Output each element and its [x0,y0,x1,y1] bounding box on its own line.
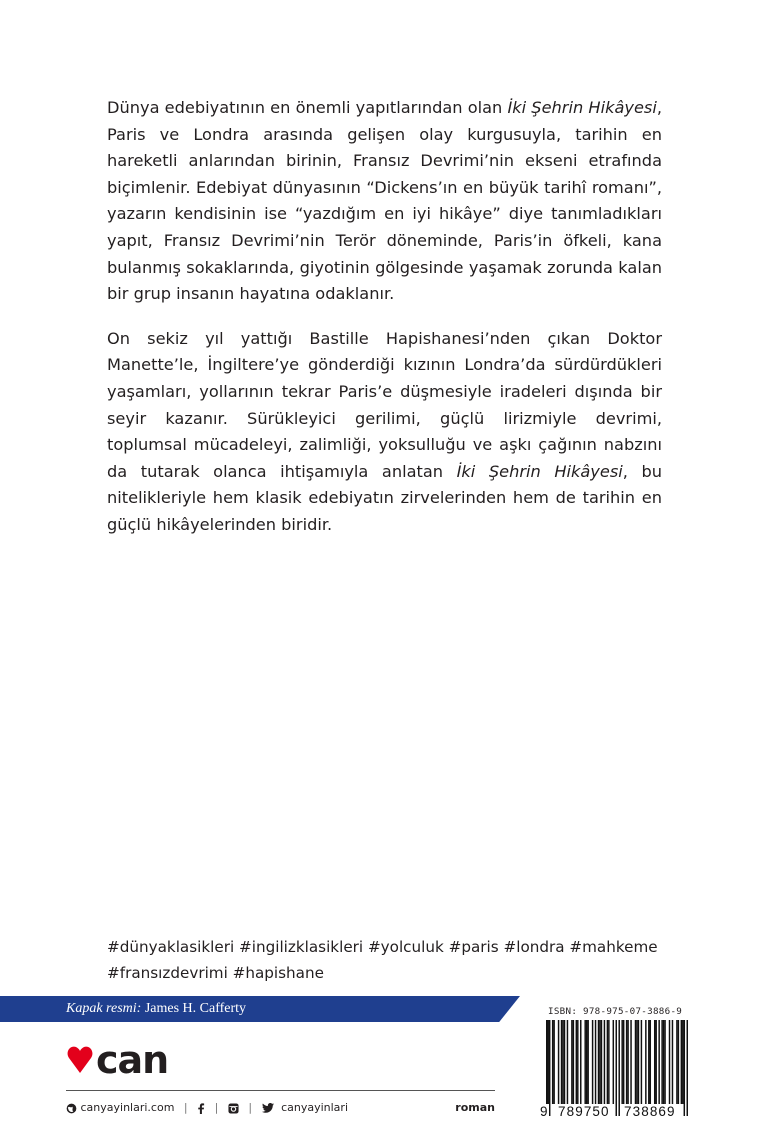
barcode-bar [645,1020,646,1104]
barcode-bar [595,1020,596,1104]
barcode-bar [599,1020,600,1104]
barcode-bar [607,1020,608,1104]
barcode-bar [669,1020,670,1104]
barcode-bar [547,1020,548,1116]
barcode-bar [636,1020,637,1104]
genre-label: roman [455,1101,495,1114]
isbn-barcode [546,1020,688,1116]
barcode-bar [621,1020,622,1104]
barcode-bar [687,1020,688,1116]
blurb-text: Dünya edebiyatının en önemli yapıtlarından olan [107,98,508,117]
barcode-bar [623,1020,624,1104]
barcode-digits-right: 738869 [624,1104,676,1119]
barcode-bar [580,1020,581,1104]
barcode-bar [577,1020,578,1104]
social-handle[interactable]: canyayinlari [281,1101,349,1114]
barcode-bar [576,1020,577,1104]
barcode-bar [684,1020,685,1116]
barcode-bar [648,1020,649,1104]
hashtags [107,934,662,986]
website-link[interactable]: canyayinlari.com [80,1101,175,1114]
can-logo [66,1040,191,1080]
isbn-label: ISBN: 978-975-07-3886-9 [548,1006,683,1017]
blurb-text: , bu nitelikleriyle hem klasik edebiyatın zirvelerinden hem de tarihin en güçlü hikâyelerinden biridir. [107,461,663,534]
credit-label: Kapak resmi: [66,1001,142,1016]
barcode-bar [564,1020,565,1104]
footer-divider [66,1090,495,1091]
blurb-paragraph-2 [107,326,662,539]
barcode-bar [598,1020,599,1104]
barcode-bar [561,1020,562,1104]
barcode-bar [626,1020,627,1104]
barcode-bar [654,1020,655,1104]
footer-links [66,1100,348,1116]
barcode-digits-left: 789750 [558,1104,610,1119]
hashtag-line: #dünyaklasikleri #ingilizklasikleri #yolculuk #paris #londra #mahkeme [107,938,658,956]
barcode-bar [592,1020,593,1104]
book-title: İki Şehrin Hikâyesi [456,461,623,481]
barcode-bar [638,1020,639,1104]
barcode-bar [661,1020,662,1104]
separator: | [214,1101,219,1114]
globe-icon [66,1103,77,1114]
publisher-footer [66,1100,495,1116]
book-title: İki Şehrin Hikâyesi [507,98,657,117]
barcode-bar [567,1020,568,1104]
heart-icon [68,1047,93,1073]
barcode-bar [613,1020,614,1104]
barcode-bar [546,1020,547,1116]
barcode-bar [586,1020,587,1104]
separator: | [183,1101,188,1114]
blurb-text: On sekiz yıl yattığı Bastille Hapishanesi’nden çıkan Doktor Manette’le, İngiltere’ye gönderdiği kızının Londra’da sürdürdükleri yaşamları, yollarının tekrar Paris’e düşmesiyle iradeleri dışında bir seyir kazanır. Sürükleyici gerilimi, güçlü lirizmiyle devrimi, toplumsal mücadeleyi, zalimliği, yoksulluğu ve aşkı çağının nabzını da tutarak olanca ihtişamıyla anlatan [107,328,662,481]
twitter-icon[interactable] [262,1103,274,1113]
barcode-bar [664,1020,665,1104]
logo-wordmark: can [96,1040,169,1080]
barcode-bar [663,1020,664,1104]
barcode-bar [618,1020,619,1116]
barcode-bar [573,1020,574,1104]
barcode-bar [650,1020,651,1104]
barcode-bar [681,1020,682,1104]
barcode-bar [584,1020,585,1104]
barcode-digit-first: 9 [540,1104,549,1119]
facebook-icon[interactable] [197,1103,205,1114]
barcode-bar [641,1020,642,1104]
barcode-bar [658,1020,659,1104]
separator: | [248,1101,253,1114]
instagram-icon[interactable] [228,1103,239,1114]
barcode-bar [549,1020,550,1116]
back-cover-blurb [107,95,662,539]
barcode-bar [553,1020,554,1104]
barcode-bar [655,1020,656,1104]
barcode-bar [558,1020,559,1104]
barcode-bar [616,1020,617,1116]
blurb-text: , Paris ve Londra arasında gelişen olay kurgusuyla, tarihin en hareketli anlarından birinin, Fransız Devrimi’nin ekseni etrafında biçimlenir. Edebiyat dünyasının “Dickens’ın en büyük tarihî romanı”, yazarın kendisinin ise “yazdığım en iyi hikâye” diye tanımladıkları yapıt, Fransız Devrimi’nin Terör döneminde, Paris’in öfkeli, kana bulanmış sokaklarında, giyotinin gölgesinde yaşamak zorunda kalan bir grup insanın hayatına odaklanır. [107,98,662,304]
blurb-paragraph-1 [107,95,662,308]
barcode-bar [672,1020,673,1104]
credit-name: James H. Cafferty [144,1001,247,1016]
barcode-bar [601,1020,602,1104]
cover-credit [66,999,246,1019]
hashtag-line: #fransızdevrimi #hapishane [107,964,324,982]
barcode-bar [562,1020,563,1104]
barcode-bar [682,1020,683,1104]
barcode-bar [635,1020,636,1104]
barcode-bar [627,1020,628,1104]
barcode-bar [552,1020,553,1104]
barcode-bar [630,1020,631,1104]
barcode-bar [571,1020,572,1104]
barcode-bar [608,1020,609,1104]
barcode-bar [678,1020,679,1104]
barcode-bar [587,1020,588,1104]
barcode-bar [604,1020,605,1104]
barcode-bar [676,1020,677,1104]
